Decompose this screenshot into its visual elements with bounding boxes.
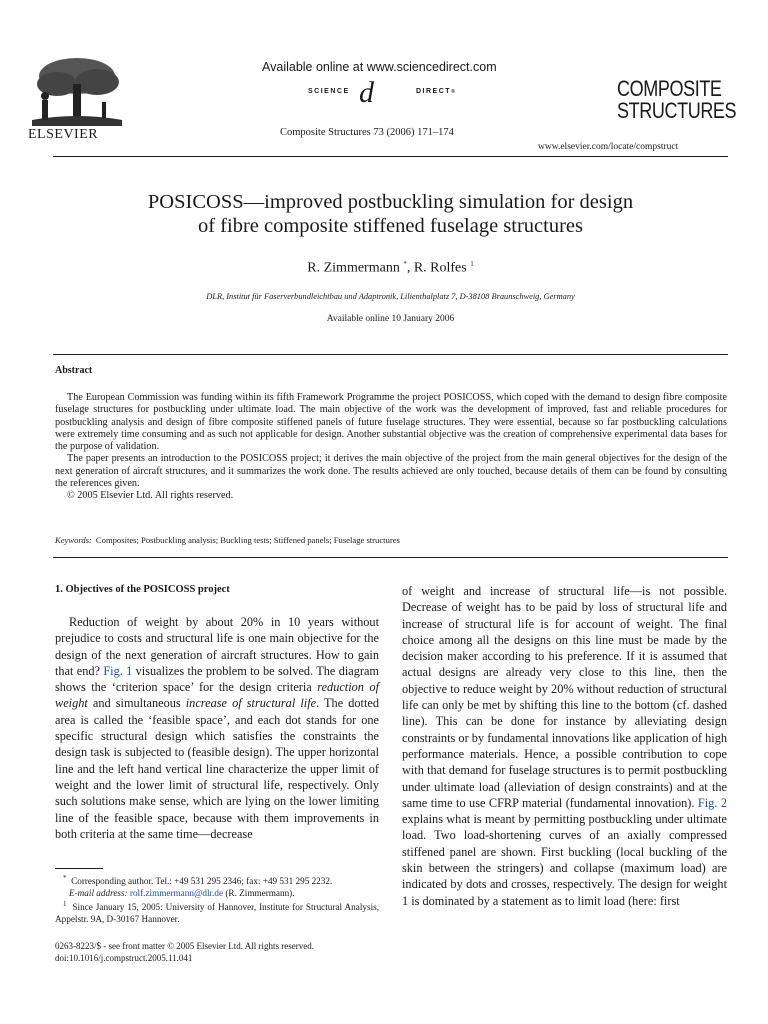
footnote-email: E-mail address: rolf.zimmermann@dlr.de (R. Zimmermann). [69,887,295,898]
issn-line: 0263-8223/$ - see front matter © 2005 Elsevier Ltd. All rights reserved. [55,941,315,951]
publisher-name: ELSEVIER [28,127,99,142]
affiliation: DLR, Institut für Faserverbundleichtbau und Adaptronik, Lilienthalplatz 7, D-38108 Braunschweig, Germany [206,292,575,301]
footnote-affiliation: $^1$ Since January 15, 2005: University of Hannover, Institute for Structural Analysis, Appelstr. 9A, D-30167 Hannover. [55,900,379,924]
front-matter [55,940,314,964]
abstract-copyright: © 2005 Elsevier Ltd. All rights reserved. [67,490,234,502]
email-link[interactable]: rolf.zimmermann@dlr.de [129,887,224,898]
elsevier-tree-logo [22,56,132,130]
sciencedirect-at-icon: d [359,76,374,109]
journal-url[interactable]: www.elsevier.com/locate/compstruct [538,142,679,152]
keywords [55,535,400,545]
footnotes [55,873,379,926]
fig1-link[interactable]: Fig. 1 [103,663,133,678]
authors: R. Zimmermann *, R. Rolfes $^1$ [307,260,474,276]
abstract-bottom-rule [53,557,728,558]
body-left-column: Reduction of weight by about 20% in 10 years without prejudice to costs and structural life is one main objective for the design of the next generation of aircraft structures. How to gain that end? Fig. 1 visualizes the problem to be solved. The diagram shows the ‘criterion space’ for the design criteria reduction of weight and simultaneous increase of structural life. The dotted area is called the ‘feasible space’, and each dot stands for one specific structural design which satisfies the constraints the design task is subjected to (feasible design). The upper horizontal line and the left hand vertical line characterize the upper limit of weight and the lower limit of structural life, respectively. Only such solutions make sense, which are lying on the lower limiting line of the feasible space, because with them improvements in both criteria at the same time—decrease [55,615,379,841]
abstract-paragraph: The European Commission was funding within its fifth Framework Programme the project POSICOSS, which coped with the demand to design fibre composite fuselage structures for postbuckling under ultimate load. The main objective of the work was the development of improved, fast and reliable procedures for postbuckling analysis and design of fibre composite stiffened panels of future fuselage structures. They were essential, because so far postbuckling calculations were extremely time consuming and as such not applicable for design. Another substantial objective was the creation of comprehensive experimental data bases for the purpose of validation. [55,392,727,453]
doi-line: doi:10.1016/j.compstruct.2005.11.041 [55,953,193,963]
section-heading: 1. Objectives of the POSICOSS project [55,584,230,595]
fig2-link[interactable]: Fig. 2 [697,795,727,810]
abstract-heading: Abstract [55,365,93,376]
article-title: POSICOSS—improved postbuckling simulation for design of fibre composite stiffened fuselage structures [147,191,634,237]
journal-logo: COMPOSITE STRUCTURES [617,76,737,123]
sciencedirect-logo-direct: DIRECT® [416,88,457,95]
keywords-label: Keywords: [55,535,92,545]
available-online-date: Available online 10 January 2006 [326,314,455,324]
footnote-corresponding: * Corresponding author. Tel.: +49 531 295 2346; fax: +49 531 295 2232. [63,874,333,887]
abstract-body [55,392,727,503]
abstract-paragraph: The paper presents an introduction to the POSICOSS project; it derives the main objective of the project from the main general objectives for the design of the next generation of aircraft structures, and it summarizes the work done. The results achieved are only touched, because details of them can be found by consulting the references given. [55,453,727,490]
abstract-top-rule [53,354,728,355]
header-rule [53,156,728,157]
body-right-column: of weight and increase of structural life—is not possible. Decrease of weight has to be paid by loss of structural life and increase of structural life is for account of weight. The final choice among all the designs on this line must be made by the decision maker according to his preference. If it is assumed that actual designs are already very close to this line, then the objective to reduce weight by 20% without reduction of structural life can only be met by shifting this line to the bottom (cf. dashed line). This can be done for instance by alleviating design constraints or by fundamental innovations like application of high performance materials. Hence, a possible contribution to cope with that demand for fuselage structures is to permit postbuckling under ultimate load (alleviation of design constraints) and at the same time to use CFRP material (fundamental innovation). Fig. 2 explains what is meant by permitting postbuckling under ultimate load. Two load-shortening curves of an axially compressed stiffened panel are shown. First buckling (local buckling of the skin between the stringers) and collapse (maximum load) are indicated by dots and crosses, respectively. The design for weight 1 is dominated by a statement as to limit load (here: first [402,584,727,908]
sciencedirect-logo-science: SCIENCE [308,88,350,95]
sciencedirect-availability: Available online at www.sciencedirect.com [262,60,497,74]
keywords-list: Composites; Postbuckling analysis; Buckling tests; Stiffened panels; Fuselage structures [95,535,400,545]
sciencedirect-logo [308,76,468,109]
journal-citation: Composite Structures 73 (2006) 171–174 [280,127,454,138]
footnote-rule [55,868,103,869]
